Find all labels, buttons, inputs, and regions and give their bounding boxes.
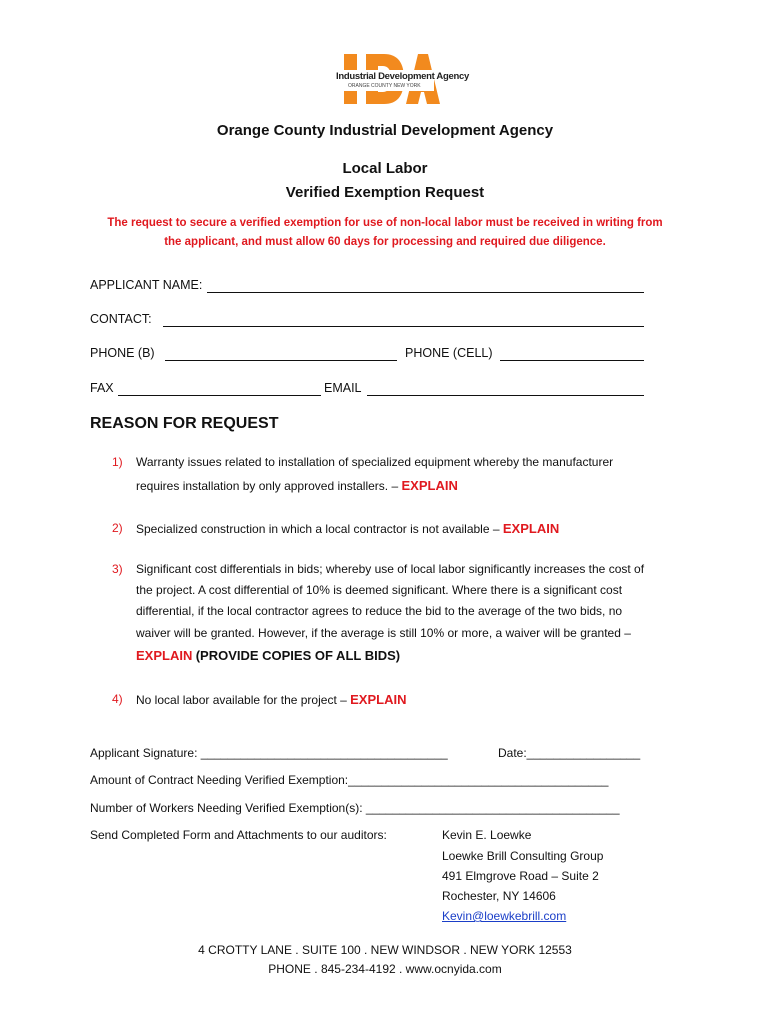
send-instructions: Send Completed Form and Attachments to our auditors: <box>90 828 387 842</box>
footer-phone: PHONE . 845-234-4192 . www.ocnyida.com <box>268 962 502 976</box>
item-1-number: 1) <box>112 455 123 469</box>
fax-field[interactable] <box>118 395 321 396</box>
reason-heading: REASON FOR REQUEST <box>90 415 279 432</box>
phone-b-field[interactable] <box>165 360 397 361</box>
auditor-city: Rochester, NY 14606 <box>442 889 556 903</box>
logo-subname: ORANGE COUNTY NEW YORK <box>348 83 421 89</box>
item-3-explain: EXPLAIN <box>136 648 193 663</box>
auditor-company: Loewke Brill Consulting Group <box>442 849 604 863</box>
applicant-name-label: APPLICANT NAME: <box>90 278 203 292</box>
ida-logo <box>330 48 469 110</box>
form-title-2: Verified Exemption Request <box>285 184 485 201</box>
email-field[interactable] <box>367 395 644 396</box>
item-1-line-2 <box>136 478 458 493</box>
item-2-number: 2) <box>112 521 123 535</box>
phone-b-label: PHONE (B) <box>90 346 155 360</box>
workers-count-field[interactable]: Number of Workers Needing Verified Exemption(s): ______________________________________ <box>90 801 620 815</box>
item-4-line-1 <box>136 692 406 707</box>
email-label: EMAIL <box>324 381 362 395</box>
item-2-line-1 <box>136 521 559 536</box>
item-3-extra: (PROVIDE COPIES OF ALL BIDS) <box>195 648 401 663</box>
contract-amount-field[interactable]: Amount of Contract Needing Verified Exemption:_______________________________________ <box>90 773 609 787</box>
notice-line-2: the applicant, and must allow 60 days for processing and required due diligence. <box>164 236 606 248</box>
item-1-line-1: Warranty issues related to installation of specialized equipment whereby the manufacturer <box>136 455 614 469</box>
applicant-name-field[interactable] <box>207 292 644 293</box>
item-2-explain: EXPLAIN <box>502 521 560 536</box>
item-3-line-2: the project. A cost differential of 10% is deemed significant. Where there is a significant cost <box>136 583 623 597</box>
form-title-1: Local Labor <box>342 160 428 177</box>
item-3-line-5 <box>136 648 400 663</box>
item-1-text: requires installation by only approved installers. – <box>136 479 399 493</box>
item-4-text: No local labor available for the project – <box>136 693 347 707</box>
contact-field[interactable] <box>163 326 644 327</box>
footer-address: 4 CROTTY LANE . SUITE 100 . NEW WINDSOR . NEW YORK 12553 <box>198 943 572 957</box>
item-3-line-3: differential, if the local contractor agrees to reduce the bid to the average of the two bids, no <box>136 604 623 618</box>
logo-name: Industrial Development Agency <box>336 71 469 82</box>
auditor-name: Kevin E. Loewke <box>442 828 532 842</box>
item-4-number: 4) <box>112 692 123 706</box>
item-2-text: Specialized construction in which a local contractor is not available – <box>136 522 500 536</box>
auditor-street: 491 Elmgrove Road – Suite 2 <box>442 869 599 883</box>
item-4-explain: EXPLAIN <box>350 692 407 707</box>
item-3-line-4: waiver will be granted. However, if the average is still 10% or more, a waiver will be granted – <box>136 626 631 640</box>
item-3-number: 3) <box>112 562 123 576</box>
fax-label: FAX <box>90 381 114 395</box>
phone-cell-label: PHONE (CELL) <box>405 346 493 360</box>
item-3-line-1: Significant cost differentials in bids; whereby use of local labor significantly increases the cost of <box>136 562 645 576</box>
date-field[interactable]: Date:_________________ <box>498 746 641 760</box>
auditor-email-link[interactable]: Kevin@loewkebrill.com <box>442 909 567 923</box>
applicant-signature-field[interactable]: Applicant Signature: _____________________________________ <box>90 746 448 760</box>
contact-label: CONTACT: <box>90 312 152 326</box>
notice-line-1: The request to secure a verified exemption for use of non-local labor must be received in writing from <box>107 217 663 229</box>
org-title: Orange County Industrial Development Agency <box>216 122 554 139</box>
phone-cell-field[interactable] <box>500 360 644 361</box>
item-1-explain: EXPLAIN <box>401 478 458 493</box>
